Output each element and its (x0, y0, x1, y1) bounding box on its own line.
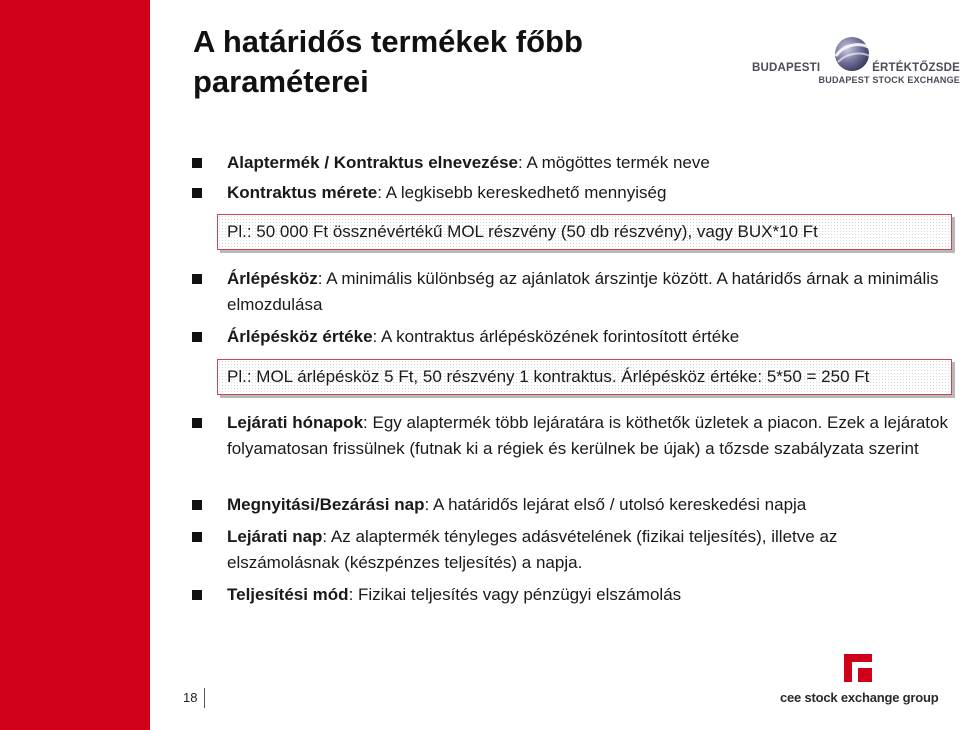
bse-name-right: ÉRTÉKTŐZSDE (872, 62, 960, 74)
term-label: Lejárati hónapok (227, 413, 364, 432)
example-box (217, 214, 952, 250)
square-bullet-icon (192, 590, 202, 600)
term-definition: : A minimális különbség az ajánlatok árszintje között. A határidős árnak a minimális elmozdulása (227, 269, 939, 314)
example-box (217, 359, 952, 395)
term-label: Lejárati nap (227, 527, 323, 546)
footer-divider (204, 688, 205, 708)
term-definition: : A mögöttes termék neve (518, 153, 710, 172)
term-definition: : Az alaptermék tényleges adásvételének (fizikai teljesítés), illetve az elszámolásnak (készpénzes teljesítés) a napja. (227, 527, 838, 572)
term-label: Árlépésköz (227, 269, 318, 288)
bse-english-name: BUDAPEST STOCK EXCHANGE (818, 75, 960, 85)
slide-title (193, 22, 713, 102)
cee-bracket-icon (844, 654, 872, 682)
term-definition: : A kontraktus árlépésközének forintosított értéke (372, 327, 740, 346)
title-line-2: paraméterei (193, 64, 369, 99)
square-bullet-icon (192, 532, 202, 542)
term-label: Megnyitási/Bezárási nap (227, 495, 425, 514)
term-label: Kontraktus mérete (227, 183, 378, 202)
example-text: Pl.: 50 000 Ft össznévértékű MOL részvény (50 db részvény), vagy BUX*10 Ft (227, 222, 818, 241)
bse-name-left: BUDAPESTI (752, 62, 821, 74)
left-red-sidebar (0, 0, 150, 730)
square-bullet-icon (192, 158, 202, 168)
square-bullet-icon (192, 188, 202, 198)
term-label: Alaptermék / Kontraktus elnevezése (227, 153, 519, 172)
budapest-stock-exchange-logo (752, 28, 960, 92)
title-line-1: A határidős termékek főbb (193, 24, 583, 59)
term-definition: : Egy alaptermék több lejáratára is köthetők üzletek a piacon. Ezek a lejáratok folyamatosan frissülnek (futnak ki a régiek és kerülnek be újak) a tőzsde szabályzata szerint (227, 413, 948, 458)
term-definition: : A legkisebb kereskedhető mennyiség (377, 183, 667, 202)
cee-logo-text: cee stock exchange group (780, 690, 939, 705)
square-bullet-icon (192, 332, 202, 342)
page-number: 18 (183, 690, 198, 705)
example-text: Pl.: MOL árlépésköz 5 Ft, 50 részvény 1 kontraktus. Árlépésköz értéke: 5*50 = 250 Ft (227, 367, 870, 386)
term-label: Árlépésköz értéke (227, 327, 373, 346)
term-definition: : Fizikai teljesítés vagy pénzügyi elszámolás (348, 585, 682, 604)
square-bullet-icon (192, 274, 202, 284)
term-definition: : A határidős lejárat első / utolsó kereskedési napja (424, 495, 807, 514)
square-bullet-icon (192, 500, 202, 510)
square-bullet-icon (192, 418, 202, 428)
term-label: Teljesítési mód (227, 585, 349, 604)
cee-stock-exchange-group-logo (780, 654, 940, 709)
